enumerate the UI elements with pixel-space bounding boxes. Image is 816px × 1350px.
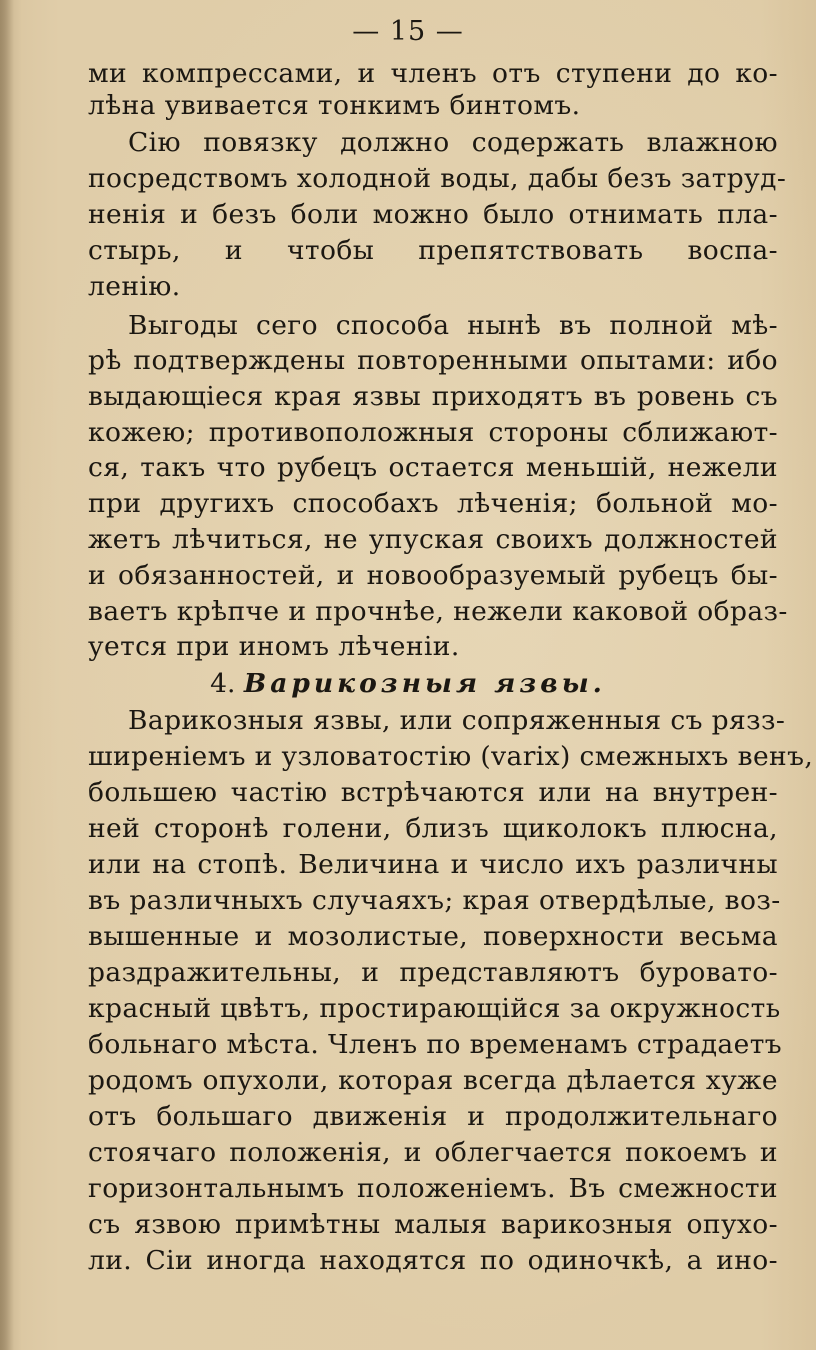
text-line: ширеніемъ и узловатостію (varix) смежныхъ венъ,: [88, 741, 814, 772]
text-line: Сію повязку должно содержать влажною: [128, 127, 778, 158]
text-line: большею частію встрѣчаются или на внутрен-: [88, 777, 778, 808]
text-line: уется при иномъ лѣченіи.: [88, 631, 460, 662]
text-line: ми компрессами, и членъ отъ ступени до ко-: [88, 58, 778, 89]
section-heading: [0, 668, 816, 700]
text-line: ваетъ крѣпче и прочнѣе, нежели каковой образ-: [88, 596, 788, 627]
text-line: и обязанностей, и новообразуемый рубецъ бы-: [88, 560, 778, 591]
section-number: 4.: [210, 668, 236, 699]
text-line: горизонтальнымъ положеніемъ. Въ смежности: [88, 1173, 778, 1204]
text-line: ся, такъ что рубецъ остается меньшій, нежели: [88, 452, 778, 483]
text-line: или на стопѣ. Величина и число ихъ различны: [88, 849, 778, 880]
text-line: съ язвою примѣтны малыя варикозныя опухо-: [88, 1209, 778, 1240]
text-line: кожею; противоположныя стороны сближают-: [88, 417, 778, 448]
text-line: стырь, и чтобы препятствовать воспа-: [88, 235, 778, 266]
text-line: Варикозныя язвы, или сопряженныя съ рязз-: [128, 705, 786, 736]
text-line: больнаго мѣста. Членъ по временамъ страдаетъ: [88, 1029, 783, 1060]
text-line: раздражительны, и представляютъ буровато-: [88, 957, 778, 988]
section-title: Варикозныя язвы.: [243, 668, 606, 699]
text-line: ли. Сіи иногда находятся по одиночкѣ, а ино-: [88, 1245, 778, 1276]
text-line: при другихъ способахъ лѣченія; больной мо-: [88, 488, 778, 519]
page-number: — 15 —: [352, 16, 464, 47]
text-line: лѣна увивается тонкимъ бинтомъ.: [88, 90, 581, 121]
text-line: Выгоды сего способа нынѣ въ полной мѣ-: [128, 310, 778, 341]
text-line: посредствомъ холодной воды, дабы безъ затруд-: [88, 163, 787, 194]
text-line: красный цвѣтъ, простирающійся за окружность: [88, 993, 781, 1024]
text-line: ней сторонѣ голени, близъ щиколокъ плюсна,: [88, 813, 778, 844]
text-line: въ различныхъ случаяхъ; края отвердѣлые, воз-: [88, 885, 781, 916]
text-line: отъ большаго движенія и продолжительнаго: [88, 1101, 778, 1132]
text-line: рѣ подтверждены повторенными опытами: ибо: [88, 345, 778, 376]
text-line: ленію.: [88, 271, 181, 302]
text-line: выдающіеся края язвы приходятъ въ ровень съ: [88, 381, 778, 412]
text-line: вышенные и мозолистые, поверхности весьма: [88, 921, 778, 952]
text-line: стоячаго положенія, и облегчается покоемъ и: [88, 1137, 778, 1168]
text-line: жетъ лѣчиться, не упуская своихъ должностей: [88, 524, 778, 555]
text-line: родомъ опухоли, которая всегда дѣлается хуже: [88, 1065, 778, 1096]
text-line: ненія и безъ боли можно было отнимать пла-: [88, 199, 778, 230]
